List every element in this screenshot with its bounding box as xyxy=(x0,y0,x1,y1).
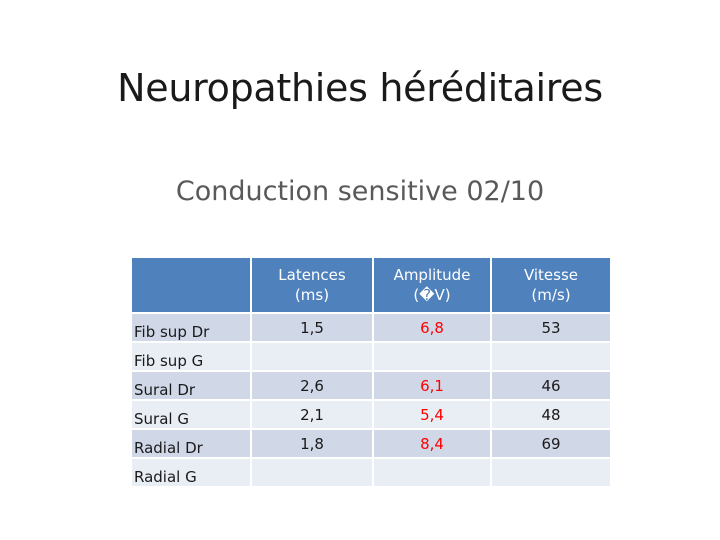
slide-title: Neuropathies héréditaires xyxy=(117,66,603,110)
header-amplitude xyxy=(373,258,491,313)
header-latences xyxy=(251,258,373,313)
cell-amplitude: 5,4 xyxy=(373,400,491,429)
cell-latence: 2,6 xyxy=(251,371,373,400)
cell-amplitude xyxy=(373,342,491,371)
cell-vitesse: 69 xyxy=(491,429,610,458)
row-label: Sural G xyxy=(132,400,251,429)
header-vitesse xyxy=(491,258,610,313)
header-latences-name: Latences xyxy=(278,266,346,284)
conduction-table xyxy=(132,258,610,486)
header-empty xyxy=(132,258,251,313)
table-row xyxy=(132,371,610,400)
row-label: Fib sup Dr xyxy=(132,313,251,342)
table-header-row xyxy=(132,258,610,313)
cell-amplitude: 6,1 xyxy=(373,371,491,400)
row-label: Sural Dr xyxy=(132,371,251,400)
table-row xyxy=(132,313,610,342)
cell-amplitude: 8,4 xyxy=(373,429,491,458)
cell-latence: 2,1 xyxy=(251,400,373,429)
cell-latence: 1,5 xyxy=(251,313,373,342)
header-amplitude-name: Amplitude xyxy=(393,266,471,284)
header-vitesse-name: Vitesse xyxy=(523,266,579,284)
cell-vitesse xyxy=(491,342,610,371)
header-amplitude-unit: (�V) xyxy=(413,286,451,304)
cell-latence xyxy=(251,458,373,486)
cell-latence xyxy=(251,342,373,371)
cell-vitesse: 53 xyxy=(491,313,610,342)
table-row xyxy=(132,342,610,371)
header-vitesse-unit: (m/s) xyxy=(531,286,571,304)
row-label: Radial G xyxy=(132,458,251,486)
cell-vitesse: 46 xyxy=(491,371,610,400)
cell-amplitude xyxy=(373,458,491,486)
table-row xyxy=(132,429,610,458)
row-label: Radial Dr xyxy=(132,429,251,458)
slide-subtitle: Conduction sensitive 02/10 xyxy=(175,176,545,207)
table-row xyxy=(132,400,610,429)
cell-vitesse xyxy=(491,458,610,486)
cell-amplitude: 6,8 xyxy=(373,313,491,342)
header-latences-unit: (ms) xyxy=(294,286,330,304)
cell-latence: 1,8 xyxy=(251,429,373,458)
cell-vitesse: 48 xyxy=(491,400,610,429)
row-label: Fib sup G xyxy=(132,342,251,371)
table-row xyxy=(132,458,610,486)
